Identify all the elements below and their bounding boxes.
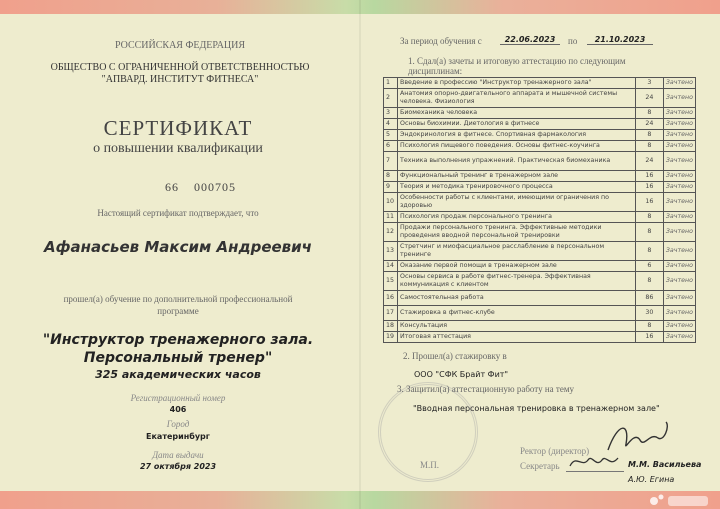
item1-line1: 1. Сдал(а) зачеты и итоговую аттестацию по следующим (408, 56, 626, 66)
reg-label: Регистрационный номер (130, 393, 226, 403)
discipline-row (384, 332, 696, 343)
row-number: 12 (384, 223, 398, 242)
item2-text: 2. Прошел(а) стажировку в (403, 351, 507, 361)
discipline-result: Зачтено (663, 89, 695, 108)
discipline-row (384, 108, 696, 119)
disciplines-table (383, 77, 696, 343)
program-line2: Персональный тренер" (83, 350, 273, 366)
discipline-row (384, 182, 696, 193)
avito-watermark (648, 492, 712, 508)
discipline-name: Психология продаж персонального тренинга (398, 212, 636, 223)
discipline-result: Зачтено (663, 291, 695, 306)
holder-name: Афанасьев Максим Андреевич (44, 238, 312, 256)
discipline-hours: 8 (635, 212, 663, 223)
discipline-result: Зачтено (663, 212, 695, 223)
certificate-title: СЕРТИФИКАТ (103, 116, 253, 140)
discipline-hours: 3 (635, 78, 663, 89)
row-number: 7 (384, 152, 398, 171)
row-number: 9 (384, 182, 398, 193)
discipline-hours: 16 (635, 171, 663, 182)
item3-text: 3. Защитил(а) аттестационную работу на тему (397, 384, 575, 394)
passed-line1: прошел(а) обучение по дополнительной профессиональной (63, 294, 293, 304)
discipline-result: Зачтено (663, 261, 695, 272)
thesis-title: "Вводная персональная тренировка в тренажерном зале" (413, 404, 660, 413)
discipline-row (384, 223, 696, 242)
discipline-result: Зачтено (663, 242, 695, 261)
series: 66 (165, 180, 179, 194)
discipline-name: Продажи персонального тренинга. Эффективные методики проведения вводной персональной тренировки (398, 223, 636, 242)
row-number: 11 (384, 212, 398, 223)
reg-value: 406 (169, 405, 187, 414)
date-value: 27 октября 2023 (139, 462, 217, 471)
discipline-row (384, 261, 696, 272)
discipline-name: Самостоятельная работа (398, 291, 636, 306)
item1-line2: дисциплинам: (408, 66, 463, 76)
discipline-row (384, 272, 696, 291)
row-number: 14 (384, 261, 398, 272)
discipline-hours: 8 (635, 108, 663, 119)
city-value: Екатеринбург (146, 432, 210, 441)
discipline-result: Зачтено (663, 332, 695, 343)
discipline-name: Техника выполнения упражнений. Практическая биомеханика (398, 152, 636, 171)
discipline-hours: 8 (635, 272, 663, 291)
secretary-signature-line (566, 471, 624, 472)
discipline-hours: 24 (635, 89, 663, 108)
row-number: 1 (384, 78, 398, 89)
discipline-row (384, 152, 696, 171)
country: РОССИЙСКАЯ ФЕДЕРАЦИЯ (114, 40, 246, 51)
certificate-subtitle: о повышении квалификации (93, 141, 263, 156)
confirm-text: Настоящий сертификат подтверждает, что (97, 208, 259, 218)
discipline-hours: 16 (635, 332, 663, 343)
row-number: 4 (384, 119, 398, 130)
discipline-name: Особенности работы с клиентами, имеющими ограничения по здоровью (398, 193, 636, 212)
discipline-result: Зачтено (663, 108, 695, 119)
discipline-hours: 6 (635, 261, 663, 272)
discipline-result: Зачтено (663, 321, 695, 332)
internship-place: ООО "СФК Брайт Фит" (414, 370, 509, 379)
program-hours: 325 академических часов (95, 368, 261, 381)
row-number: 2 (384, 89, 398, 108)
secretary-signature (568, 452, 622, 470)
discipline-hours: 30 (635, 306, 663, 321)
discipline-name: Теория и методика тренировочного процесса (398, 182, 636, 193)
discipline-result: Зачтено (663, 78, 695, 89)
org-line2: "АПВАРД. ИНСТИТУТ ФИТНЕСА" (101, 74, 259, 85)
discipline-result: Зачтено (663, 130, 695, 141)
discipline-row (384, 291, 696, 306)
certificate-number: 000705 (194, 180, 236, 194)
discipline-name: Психология пищевого поведения. Основы фитнес-коучинга (398, 141, 636, 152)
row-number: 18 (384, 321, 398, 332)
discipline-hours: 8 (635, 242, 663, 261)
discipline-name: Консультация (398, 321, 636, 332)
discipline-row (384, 130, 696, 141)
discipline-hours: 8 (635, 321, 663, 332)
discipline-name: Основы биохимии. Диетология в фитнесе (398, 119, 636, 130)
discipline-name: Функциональный тренинг в тренажерном зале (398, 171, 636, 182)
discipline-hours: 8 (635, 130, 663, 141)
discipline-name: Введение в профессию "Инструктор тренажерного зала" (398, 78, 636, 89)
discipline-row (384, 321, 696, 332)
row-number: 8 (384, 171, 398, 182)
row-number: 13 (384, 242, 398, 261)
period-to: 21.10.2023 (587, 35, 653, 45)
discipline-result: Зачтено (663, 171, 695, 182)
row-number: 10 (384, 193, 398, 212)
discipline-row (384, 78, 696, 89)
rector-signature (604, 420, 674, 456)
discipline-hours: 24 (635, 119, 663, 130)
discipline-name: Итоговая аттестация (398, 332, 636, 343)
discipline-hours: 16 (635, 182, 663, 193)
discipline-result: Зачтено (663, 272, 695, 291)
discipline-row (384, 193, 696, 212)
discipline-hours: 8 (635, 141, 663, 152)
rector-name: М.М. Васильева (628, 460, 702, 469)
discipline-row (384, 242, 696, 261)
discipline-name: Биомеханика человека (398, 108, 636, 119)
discipline-name: Эндокринология в фитнесе. Спортивная фармакология (398, 130, 636, 141)
program-line1: "Инструктор тренажерного зала. (42, 332, 314, 348)
secretary-name: А.Ю. Егина (628, 475, 675, 484)
discipline-hours: 8 (635, 223, 663, 242)
mp-label: М.П. (420, 460, 440, 470)
date-label: Дата выдачи (152, 450, 204, 460)
city-label: Город (166, 419, 190, 429)
row-number: 19 (384, 332, 398, 343)
discipline-hours: 24 (635, 152, 663, 171)
secretary-label: Секретарь (520, 461, 560, 471)
discipline-hours: 16 (635, 193, 663, 212)
discipline-row (384, 119, 696, 130)
row-number: 5 (384, 130, 398, 141)
discipline-result: Зачтено (663, 119, 695, 130)
period-to-label: по (568, 36, 578, 46)
discipline-name: Основы сервиса в работе фитнес-тренера. Эффективная коммуникация с клиентом (398, 272, 636, 291)
discipline-result: Зачтено (663, 182, 695, 193)
discipline-name: Анатомия опорно-двигательного аппарата и мышечной системы человека. Физиология (398, 89, 636, 108)
discipline-row (384, 89, 696, 108)
discipline-hours: 86 (635, 291, 663, 306)
discipline-row (384, 306, 696, 321)
period-from: 22.06.2023 (500, 35, 560, 45)
discipline-result: Зачтено (663, 141, 695, 152)
discipline-result: Зачтено (663, 223, 695, 242)
row-number: 3 (384, 108, 398, 119)
discipline-result: Зачтено (663, 306, 695, 321)
row-number: 17 (384, 306, 398, 321)
row-number: 6 (384, 141, 398, 152)
row-number: 15 (384, 272, 398, 291)
passed-line2: программе (157, 306, 199, 316)
rector-label: Ректор (директор) (520, 446, 590, 456)
discipline-row (384, 171, 696, 182)
discipline-name: Стажировка в фитнес-клубе (398, 306, 636, 321)
discipline-result: Зачтено (663, 193, 695, 212)
org-line1: ОБЩЕСТВО С ОГРАНИЧЕННОЙ ОТВЕТСТВЕННОСТЬЮ (50, 62, 310, 73)
discipline-name: Оказание первой помощи в тренажерном зале (398, 261, 636, 272)
period-label: За период обучения с (400, 36, 482, 46)
discipline-row (384, 141, 696, 152)
discipline-row (384, 212, 696, 223)
discipline-name: Стретчинг и миофасциальное расслабление в персональном тренинге (398, 242, 636, 261)
discipline-result: Зачтено (663, 152, 695, 171)
row-number: 16 (384, 291, 398, 306)
